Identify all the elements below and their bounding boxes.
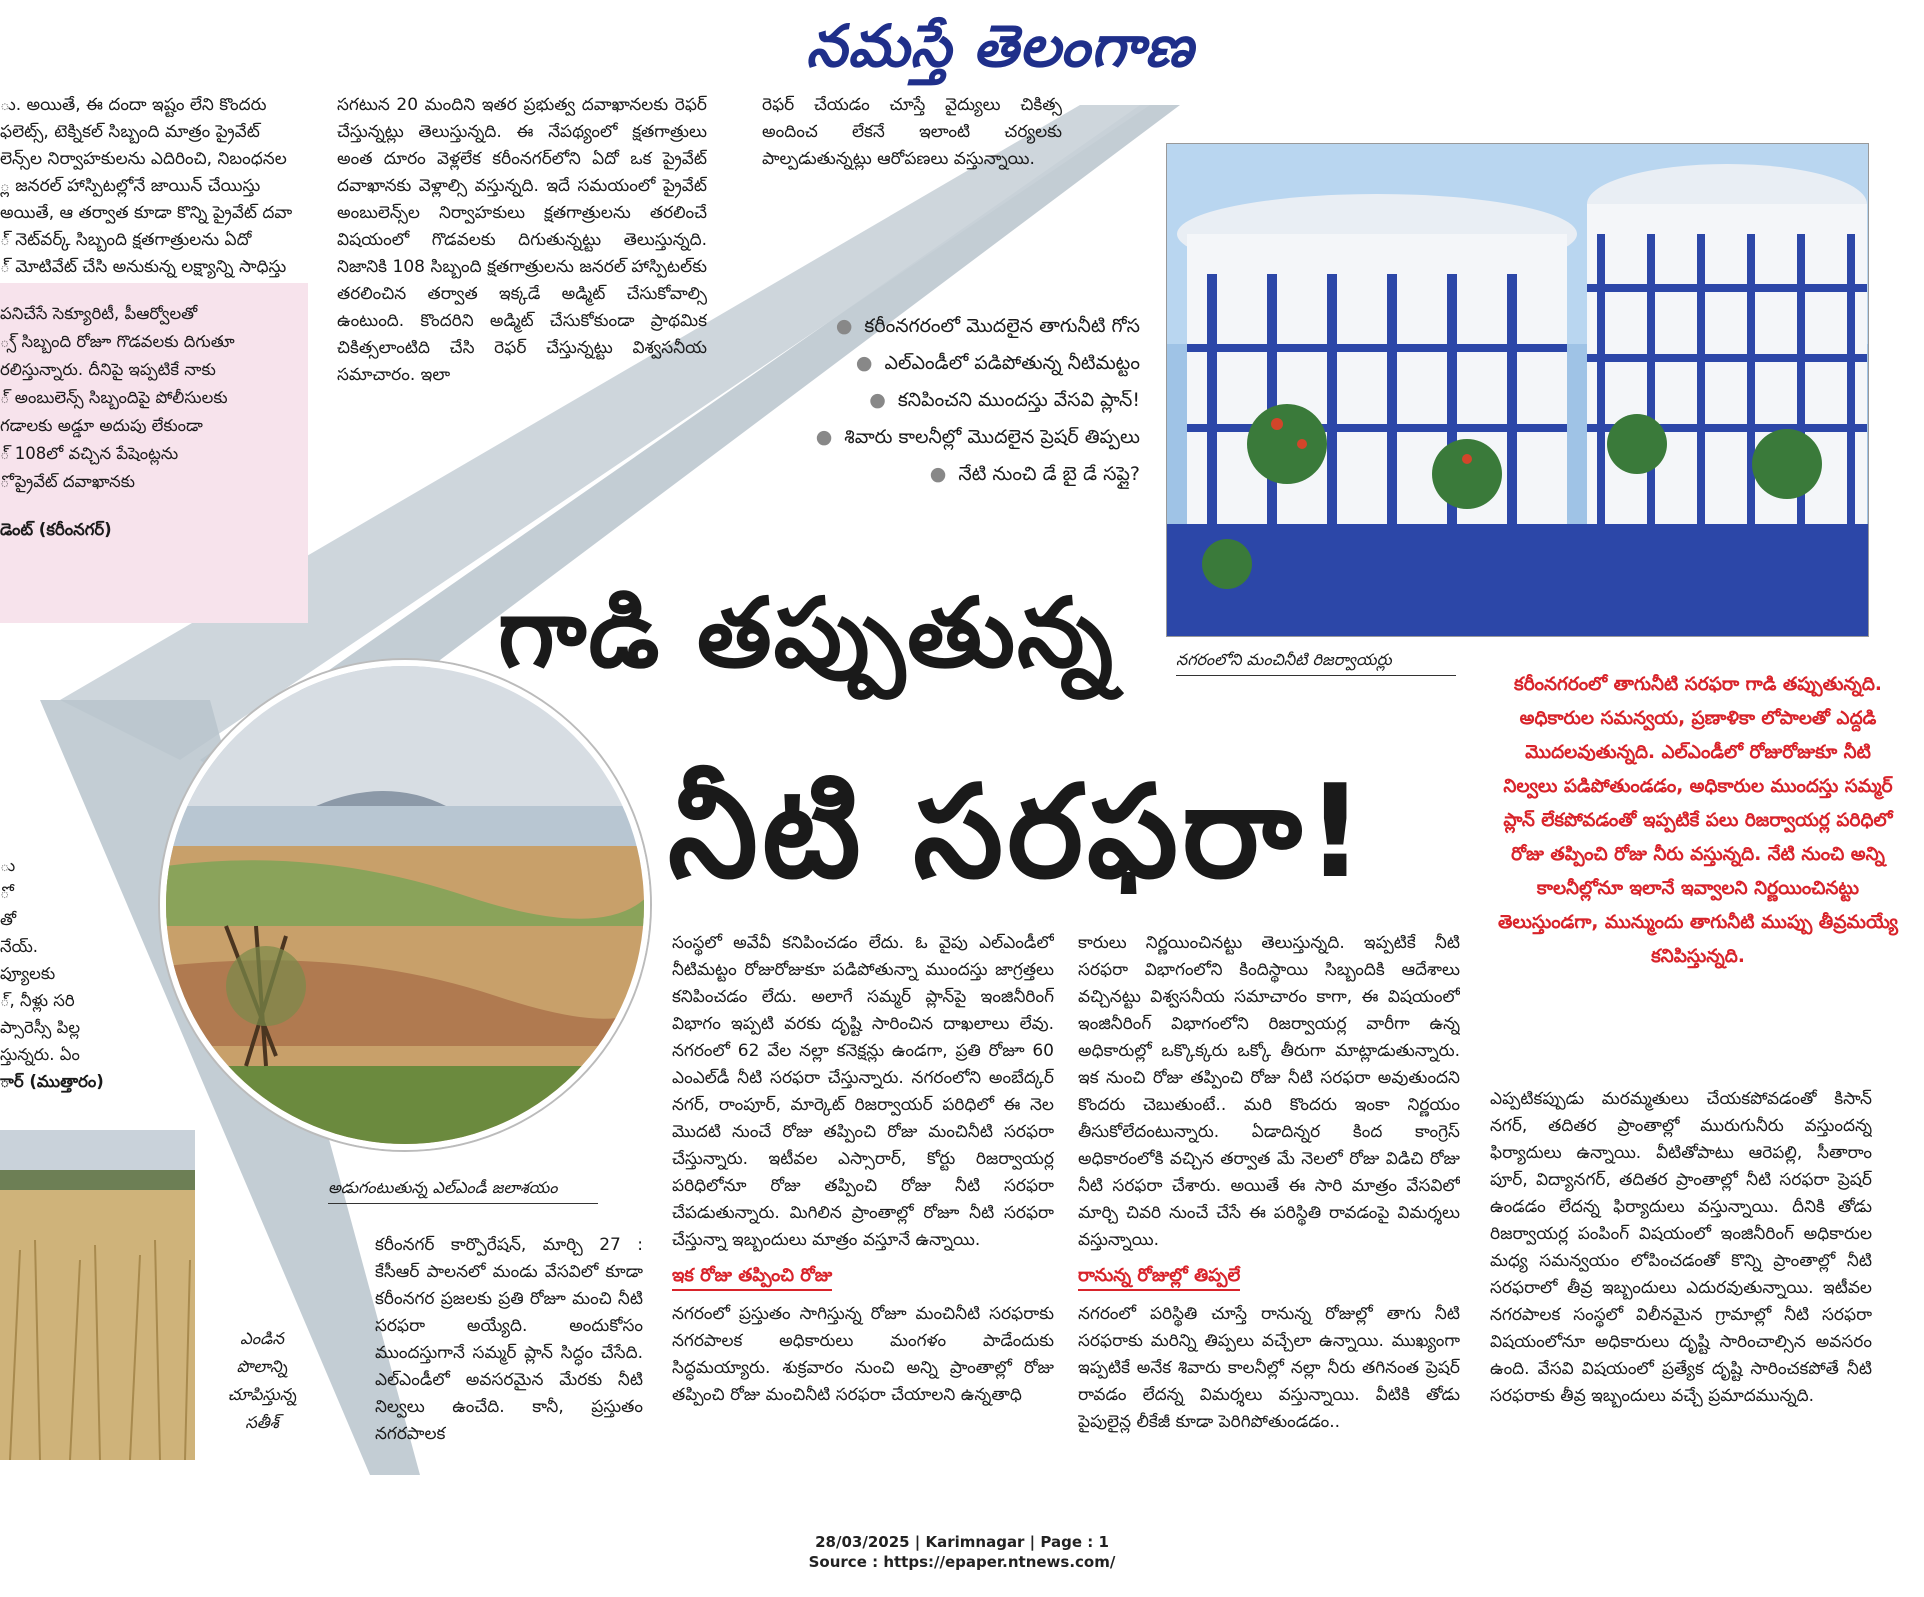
text-line: లెన్స్‌ల నిర్వాహకులను ఎదిరించి, నిబంధనల — [0, 149, 287, 169]
paragraph: కారులు నిర్ణయించినట్టు తెలుస్తున్నది. ఇప్పటికే నీటి సరఫరా విభాగంలోని కిందిస్థాయి సిబ్బందికి ఆదేశాలు వచ్చినట్టు విశ్వసనీయ సమాచారం కాగా, ఈ విషయంలో ఇంజినీరింగ్ విభాగంలోని రిజర్వాయర్ల వారీగా ఉన్న అధికారుల్లో ఒక్కొక్కరు ఒక్కో తీరుగా మాట్లాడుతున్నారు. ఇక నుంచి రోజు తప్పించి రోజు నీటి సరఫరా అవుతుందని కొందరు చెబుతుంటే.. మరి కొందరు ఇంకా నిర్ణయం తీసుకోలేదంటున్నారు. ఏడాదిన్నర కింద కాంగ్రెస్ అధికారంలోకి వచ్చిన తర్వాత మే నెలలో రోజు విడిచి రోజు నీటి సరఫరా చేశారు. అయితే ఈ సారి మాత్రం వేసవిలో మార్చి చివరి నుంచే చేసే ఈ పరిస్థితి రావడంపై విమర్శలు వస్తున్నాయి. — [1078, 933, 1460, 1250]
bullet-icon: ● — [815, 426, 833, 448]
footer-date-line: 28/03/2025 | Karimnagar | Page : 1 — [815, 1533, 1109, 1551]
paragraph: కరీంనగర్ కార్పొరేషన్, మార్చి 27 : కేసీఆర్ పాలనలో మండు వేసవిలో కూడా కరీంనగర ప్రజలకు ప్రతి రోజూ మంచి నీటి సరఫరా అయ్యేది. అందుకోసం ముందస్తుగానే సమ్మర్ ప్లాన్ సిద్ధం చేసేది. ఎల్‌ఎండీలో అవసరమైన మేరకు నీటి నిల్వలు ఉంచేది. కానీ, ప్రస్తుతం నగరపాలక — [375, 1235, 643, 1444]
pink-sidebar-text — [0, 300, 300, 544]
subheading: రానున్న రోజుల్లో తిప్పలే — [1078, 1262, 1240, 1291]
text-line: ు — [0, 856, 16, 875]
bullet-icon: ● — [869, 389, 886, 411]
paragraph: ఎప్పటికప్పుడు మరమ్మతులు చేయకపోవడంతో కిసాన్ నగర్, తదితర ప్రాంతాల్లో మురుగునీరు వస్తుందన్న ఫిర్యాదులు ఉన్నాయి. వీటితోపాటు ఆరెపల్లి, సీతారాం పూర్, విద్యానగర్, తదితర ప్రాంతాల్లో నీటి సరఫరా ప్రెషర్ ఉండడం లేదన్న ఫిర్యాదులు వస్తున్నాయి. దీనికి తోడు రిజర్వాయర్ల పంపింగ్ విషయంలో ఇంజినీరింగ్ అధికారుల మధ్య సమన్వయం లోపించడంతో కొన్ని ప్రాంతాల్లో నీటి సరఫరాలో తీవ్ర ఇబ్బందులు ఎదురవుతున్నాయి. ఇటీవల నగరపాలక సంస్థలో విలీనమైన గ్రామాల్లో నీటి సరఫరా విషయంలోనూ అధికారులు దృష్టి సారించాల్సిన అవసరం ఉంది. వేసవి విషయంలో ప్రత్యేక దృష్టి సారించకపోతే నీటి సరఫరాకు తీవ్ర ఇబ్బందులు వచ్చే ప్రమాదమున్నది. — [1490, 1089, 1872, 1406]
highlight-item: ● కనిపించని ముందస్తు వేసవి ప్లాన్! — [869, 389, 1140, 411]
text-line: పనిచేసే సెక్యూరిటీ, పీఆర్వోలతో — [0, 304, 198, 323]
text-line: స్తున్నరు. ఏం — [0, 1045, 80, 1064]
text-line: గడాలకు అడ్డూ అదుపు లేకుండా — [0, 416, 203, 435]
reporter-credit: ార్ (ముత్తారం) — [0, 1072, 104, 1091]
highlight-item: ● శివారు కాలనీల్లో మొదలైన ప్రెషర్ తిప్పలు — [815, 426, 1140, 448]
footer-source-link[interactable]: Source : https://epaper.ntnews.com/ — [808, 1553, 1116, 1571]
text-line: ప్సారెస్సీ పిల్ల — [0, 1018, 81, 1037]
highlight-item: ● కరీంనగరంలో మొదలైన తాగునీటి గోస — [835, 315, 1140, 337]
article-column-4 — [1490, 1086, 1872, 1410]
reporter-credit: డెంట్ (కరీంనగర్) — [0, 520, 112, 539]
text-line: ో ప్రైవేట్ దవాఖానకు — [0, 472, 136, 491]
dry-field-photo — [0, 1130, 195, 1460]
text-line: ఫలెట్స్, టెక్నికల్ సిబ్బంది మాత్రం ప్రైవేట్ — [0, 122, 260, 142]
reservoir-photo — [1166, 143, 1869, 637]
text-line: ్, నీళ్లు సరి — [0, 991, 75, 1010]
highlight-item: ● నేటి నుంచి డే బై డే సప్లై? — [929, 463, 1140, 485]
paragraph: నగరంలో ప్రస్తుతం సాగిస్తున్న రోజూ మంచినీటి సరఫరాకు నగరపాలక అధికారులు మంగళం పాడేందుకు సిద్ధమయ్యారు. శుక్రవారం నుంచి అన్ని ప్రాంతాల్లో రోజు తప్పించి రోజు మంచినీటి సరఫరా చేయాలని ఉన్నతాధి — [672, 1304, 1054, 1405]
text-line: ్ నెట్‌వర్క్ సిబ్బంది క్షతగాత్రులను ఏదో — [0, 230, 252, 250]
highlights-list — [700, 308, 1140, 493]
photo-caption: అడుగంటుతున్న ఎల్‌ఎండీ జలాశయం — [328, 1178, 598, 1204]
subheading: ఇక రోజు తప్పించి రోజు — [672, 1262, 832, 1291]
highlight-item: ● ఎల్‌ఎండీలో పడిపోతున్న నీటిమట్టం — [855, 352, 1140, 374]
text-line: నేయ్. — [0, 937, 39, 956]
left-column-top — [0, 92, 312, 292]
masthead-logo: నమస్తే తెలంగాణ — [806, 12, 1194, 80]
summary-highlight: కరీంనగరంలో తాగునీటి సరఫరా గాడి తప్పుతున్నది. అధికారుల సమన్వయ, ప్రణాళికా లోపాలతో ఎద్దడి మొదలవుతున్నది. ఎల్‌ఎండీలో రోజురోజుకూ నీటి నిల్వలు పడిపోతుండడం, అధికారుల ముందస్తు సమ్మర్ ప్లాన్ లేకపోవడంతో ఇప్పటికే పలు రిజర్వాయర్ల పరిధిలో రోజు తప్పించి రోజు నీరు వస్తున్నది. నేటి నుంచి అన్ని కాలనీల్లోనూ ఇలానే ఇవ్వాలని నిర్ణయించినట్టు తెలుస్తుండగా, మున్ముందు తాగునీటి ముప్పు తీవ్రమయ్యే కనిపిస్తున్నది. — [1498, 674, 1898, 967]
paragraph: సంస్థలో అవేవీ కనిపించడం లేదు. ఓ వైపు ఎల్‌ఎండీలో నీటిమట్టం రోజురోజుకూ పడిపోతున్నా ముందస్తు జాగ్రత్తలు కనిపించడం లేదు. అలాగే సమ్మర్ ప్లాన్‌పై ఇంజినీరింగ్ విభాగం ఇప్పటి వరకు దృష్టి సారించిన దాఖలాలు లేవు. నగరంలో 62 వేల నల్లా కనెక్షన్లు ఉండగా, ప్రతి రోజూ 60 ఎంఎల్‌డీ నీటి సరఫరా చేస్తున్నారు. నగరంలోని అంబేద్కర్ నగర్, రాంపూర్, మార్కెట్ రిజర్వాయర్ పరిధిలో ఈ నెల మొదటి నుంచే రోజు తప్పించి రోజు మంచినీటి సరఫరా చేస్తున్నారు. ఇటీవల ఎస్సారార్, కోర్టు రిజర్వాయర్ల పరిధిలోనూ రోజు తప్పించి రోజు నీటి సరఫరా చేపడుతున్నారు. మిగిలిన ప్రాంతాల్లో రోజూ నీటి సరఫరా చేస్తున్నా ఇబ్బందులు మాత్రం వస్తూనే ఉన్నాయి. — [672, 933, 1054, 1250]
text-line: ్ల జనరల్ హాస్పిటల్లోనే జాయిన్ చేయిస్తు — [0, 176, 261, 196]
text-line: ్ 108లో వచ్చిన పేషెంట్లను — [0, 444, 179, 463]
article-column-top-2 — [762, 92, 1062, 173]
article-column-3 — [1078, 930, 1460, 1436]
bullet-icon: ● — [929, 463, 947, 485]
text-line: ్ మోటివేట్ చేసి అనుకున్న లక్ష్యాన్ని సాధిస్తు — [0, 257, 287, 277]
article-column-top-1 — [337, 92, 707, 389]
article-column-1 — [375, 1232, 643, 1448]
text-line: తో — [0, 910, 17, 929]
text-line: ్స్ సిబ్బంది రోజూ గొడవలకు దిగుతూ — [0, 332, 235, 351]
text-line: అయితే, ఆ తర్వాత కూడా కొన్ని ప్రైవేట్ దవా — [0, 203, 293, 223]
lmd-reservoir-photo — [160, 660, 650, 1150]
text-line: రలిస్తున్నారు. దీనిపై ఇప్పటికే నాకు — [0, 360, 216, 379]
paragraph: రెఫర్ చేయడం చూస్తే వైద్యులు చికిత్స అందించ లేకనే ఇలాంటి చర్యలకు పాల్పడుతున్నట్లు ఆరోపణలు వస్తున్నాయి. — [762, 95, 1062, 169]
paragraph: సగటున 20 మందిని ఇతర ప్రభుత్వ దవాఖానలకు రెఫర్ చేస్తున్నట్లు తెలుస్తున్నది. ఈ నేపథ్యంలో క్షతగాత్రులు అంత దూరం వెళ్లలేక కరీంనగర్‌లోని ఏదో ఒక ప్రైవేట్ దవాఖానకు వెళ్లాల్సి వస్తున్నది. ఇదే సమయంలో ప్రైవేట్ అంబులెన్స్‌ల నిర్వాహకులు క్షతగాత్రులను తరలించే విషయంలో గొడవలకు దిగుతున్నట్టు తెలుస్తున్నది. నిజానికి 108 సిబ్బంది క్షతగాత్రులను జనరల్ హాస్పిటల్‌కు తరలించిన తర్వాత ఇక్కడే అడ్మిట్ చేసుకోవాల్సి ఉంటుంది. కొందరిని అడ్మిట్ చేసుకోకుండా ప్రాథమిక చికిత్సలాంటిది చేసి రెఫర్ చేస్తున్నట్టు విశ్వసనీయ సమాచారం. ఇలా — [337, 95, 707, 385]
text-line: ో — [0, 883, 10, 902]
bullet-icon: ● — [835, 315, 853, 337]
text-line: ు. అయితే, ఈ దందా ఇష్టం లేని కొందరు — [0, 95, 267, 115]
text-line: ్ అంబులెన్స్ సిబ్బందిపై పోలీసులకు — [0, 388, 228, 407]
page-footer — [0, 1532, 1924, 1572]
article-column-2 — [672, 930, 1054, 1409]
photo-caption: ఎండిన పొలాన్ని చూపిస్తున్న సతీశ్ — [227, 1329, 297, 1432]
headline-line-2: నీటి సరఫరా! — [668, 758, 1369, 907]
text-line: ప్యూలకు — [0, 964, 56, 983]
headline-line-1: గాడి తప్పుతున్న — [498, 577, 1115, 689]
photo-caption: నగరంలోని మంచినీటి రిజర్వాయర్లు — [1176, 650, 1456, 676]
bullet-icon: ● — [855, 352, 873, 374]
left-column-mid — [0, 852, 110, 1095]
paragraph: నగరంలో పరిస్థితి చూస్తే రానున్న రోజుల్లో తాగు నీటి సరఫరాకు మరిన్ని తిప్పలు వచ్చేలా ఉన్నాయి. ముఖ్యంగా ఇప్పటికే అనేక శివారు కాలనీల్లో నల్లా నీరు తగినంత ప్రెషర్ రావడం లేదన్న విమర్శలు వస్తున్నాయి. వీటికి తోడు పైపులైన్ల లీకేజీ కూడా పెరిగిపోతుండడం.. — [1078, 1304, 1460, 1432]
